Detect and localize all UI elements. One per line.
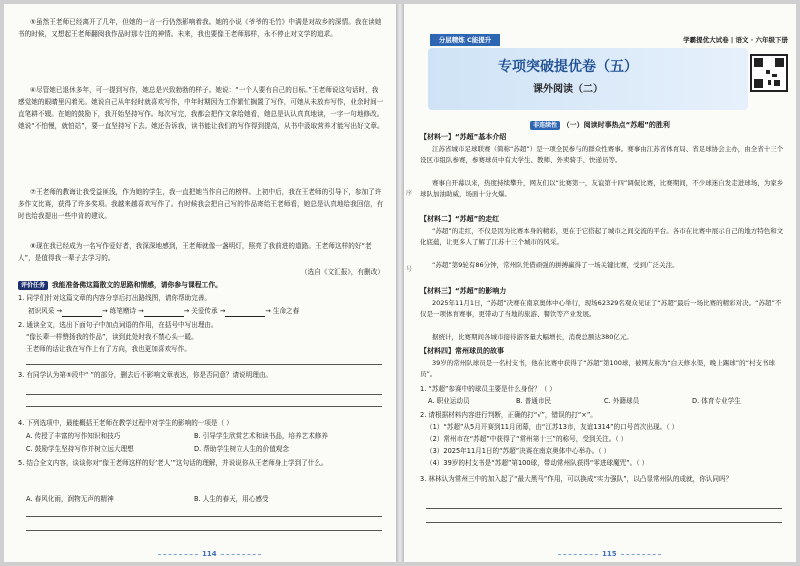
rq1-option-a[interactable]: A. 职业运动员 xyxy=(428,397,470,405)
material-1-para-2: 赛事自开幕以来，热度持续攀升，网友们以“比赛第一，友谊第十四”调侃比赛，比赛期间，不少球迷自发走进球场，为家乡球队加油助威，场面十分火爆。 xyxy=(420,179,784,199)
banner-title: 专项突破提优卷（五） xyxy=(498,59,638,75)
rq2-item[interactable]: （1）“苏超”从5月开赛到11月闭幕，由“江苏13市，友谊1314”的口号首次出现。（ ） xyxy=(426,423,679,431)
material-1-para-1: 江苏省城市足球联赛（简称“苏超”）是一项全民参与的群众性赛事。赛事由江苏省体育局、省足球协会主办，由全省十三个设区市组队参赛，参赛球员中有大学生、教师、外卖骑手、快递员等。 xyxy=(420,145,784,165)
margin-mark: 序 xyxy=(406,190,413,197)
title-banner xyxy=(428,48,748,110)
chain-step-1: 初识风采 xyxy=(28,307,55,315)
rq2-item[interactable]: （3）2025年11月1日的“苏超”决赛在南京奥体中心举办。（ ） xyxy=(426,447,611,455)
question-5: 5. 结合全文内容，谈谈你对“像王老师这样的好‘老人’”这句话的理解，并说说你从王老师身上学到了什么。 xyxy=(18,459,328,467)
rq1-option-b[interactable]: B. 普通市民 xyxy=(516,397,552,405)
right-page xyxy=(404,4,796,562)
answer-line[interactable] xyxy=(26,394,382,395)
section-title xyxy=(404,120,796,130)
header-series: 学霸提优大试卷 | 语文 · 六年级下册 xyxy=(683,36,788,44)
material-4-para-1: 39岁的常州队球员是一名村支书，他在比赛中获得了“苏超”第100球，被网友称为“白天修水渠，晚上踢球”的“村支书球员”。 xyxy=(420,359,776,379)
material-2-para-1: “苏超”的走红，不仅是因为比赛本身的精彩，更在于它搭起了城市之间交流的平台。各市在比赛中展示自己的地方特色和文化底蕴，让更多人了解了江苏十三个城市的风采。 xyxy=(420,227,784,247)
question-2: 2. 通读全文，选出下面句子中加点词语的作用，在括号中写出理由。 xyxy=(18,321,218,329)
question-1: 1. 同学们针对这篇文章的内容分享后打出路线图，请你帮助完善。 xyxy=(18,294,212,302)
rq1-option-d[interactable]: D. 体育专业学生 xyxy=(692,397,741,405)
chain-blank-1[interactable] xyxy=(62,308,102,317)
paragraph-5: ⑤虽然王老师已经离开了几年，但她的一言一行仍然影响着我。她的小说《爷爷的毛竹》中满是对故乡的深情。我在读她书的时候，又想起王老师翻阅我作品时那专注的神情。未来，我也要像王老师那样，永不停止对文学的追求。 xyxy=(18,18,382,38)
page-number-left: 114 xyxy=(154,550,265,558)
source-note: （选自《文汇报》，有删改） xyxy=(300,268,384,276)
rq2-item[interactable]: （2）常州市在“苏超”中获得了“常州第十三”的称号，受到关注。（ ） xyxy=(426,435,628,443)
chain-step-4: 生命之春 xyxy=(272,307,300,315)
task-title: 我能准备佛这篇散文的思路和情感，请你参与课程工作。 xyxy=(52,281,222,289)
q4-option-a[interactable]: A. 传授了丰富的写作知识和技巧 xyxy=(26,432,121,440)
material-3-para-2: 据统计，比赛期间各城市接待游客量大幅增长，消费总额达380亿元。 xyxy=(432,333,633,341)
chain-step-2: 练笔赠诗 xyxy=(109,307,136,315)
material-2-heading: 【材料二】“苏超”的走红 xyxy=(420,215,500,223)
left-page xyxy=(4,4,396,562)
paragraph-6: ⑥尽管她已退休多年，可一提到写作，她总是兴致勃勃的样子。她说：“一个人要有自己的目标。”王老师说这句话时，我感觉她的眼睛里闪着光。她说自己从年轻时就喜欢写作，中年时期因为工作繁忙搁置了写作，可她从未放弃写作，业余时间一直笔耕不辍。在她的鼓励下，我开始坚持写作。每次写完，我都会把作文拿给她看，她总是认认真真地读，一字一句地修改。她说“不怕慢，就怕站”，要一直坚持写下去。她还告诉我，读书能让我们的写作得到提高，从书中汲取营养才能写出好文章。 xyxy=(18,86,384,130)
answer-line[interactable] xyxy=(26,516,382,517)
material-2-para-2: “苏超”第9轮有86分钟，常州队凭借顽强的拼搏赢得了一场关键比赛，受到广泛关注。 xyxy=(432,261,679,269)
question-4: 4. 下列选项中，最能概括王老师在教学过程中对学生的影响的一项是（ ） xyxy=(18,419,233,427)
chain-blank-2[interactable] xyxy=(144,308,184,317)
margin-mark: 号 xyxy=(406,266,413,273)
question-2a: “像长辈一样赞扬我的作品”，读到此处时我不禁心头一暖。 xyxy=(26,333,198,341)
chain-step-3: 关爱传承 xyxy=(191,307,218,315)
question-2b: 王老师的话让我在写作上有了方向，我也更加喜欢写作。 xyxy=(26,345,191,353)
page-number-right: 115 xyxy=(554,550,665,558)
task-tag: 评价任务 xyxy=(18,281,48,290)
q5-option-b[interactable]: B. 人生的春天，用心感受 xyxy=(194,495,269,503)
route-chain: 初识风采 → → 练笔赠诗 → → 关爱传承 → → 生命之春 xyxy=(28,307,300,315)
answer-line[interactable] xyxy=(26,364,382,365)
section-tag: 非连续性 xyxy=(530,121,560,130)
rq1-option-c[interactable]: C. 外籍球员 xyxy=(604,397,640,405)
qr-code-icon[interactable] xyxy=(750,54,788,92)
task-heading xyxy=(18,280,384,291)
paragraph-8: ⑧现在我已经成为一名写作爱好者，我深深地感到，王老师就像一盏明灯，照亮了我前进的道路。王老师这样的好“老人”，是值得我一辈子去学习的。 xyxy=(18,242,372,262)
right-question-2: 2. 请根据材料内容进行判断，正确的打“√”，错误的打“×”。 xyxy=(420,411,597,419)
header-tag: 分层精炼 C能提升 xyxy=(430,34,500,46)
right-question-1: 1. “苏超”参赛中的球员主要是什么身份？（ ） xyxy=(420,385,557,393)
answer-line[interactable] xyxy=(426,522,782,523)
book-gutter xyxy=(396,4,404,562)
banner-subtitle: 课外阅读（二） xyxy=(533,84,603,95)
material-1-heading: 【材料一】“苏超”基本介绍 xyxy=(420,133,507,141)
material-3-para-1: 2025年11月1日，“苏超”决赛在南京奥体中心举行，现场62329名观众见证了“苏超”最后一场比赛的精彩对决。“苏超”不仅是一项体育赛事，更带动了当地的旅游、餐饮等产业发展。 xyxy=(420,299,782,319)
q4-option-c[interactable]: C. 鼓励学生坚持写作并树立远大理想 xyxy=(26,445,134,453)
q4-option-d[interactable]: D. 帮助学生树立人生的价值观念 xyxy=(194,445,289,453)
rq2-item[interactable]: （4）39岁的村支书是“苏超”第100球，带动常州队获得“零进球魔咒”。（ ） xyxy=(426,459,649,467)
answer-line[interactable] xyxy=(26,530,382,531)
material-3-heading: 【材料三】“苏超”的影响力 xyxy=(420,287,507,295)
section-title-text: （一）阅读时事热点“苏超”的胜利 xyxy=(562,121,670,129)
paragraph-7: ⑦王老师的教诲让我受益匪浅，作为她的学生，我一直把她当作自己的榜样。上初中后，我在王老师的引导下，参加了许多作文比赛，获得了许多奖项。我越来越喜欢写作了。有时候我会把自己写的作品寄给王老师看，她总是认真地给我回信，有时也给我提出一些中肯的建议。 xyxy=(18,188,384,220)
material-4-heading: 【材料四】常州球员的故事 xyxy=(420,347,504,355)
q5-option-a[interactable]: A. 春风化雨，润物无声的精神 xyxy=(26,495,114,503)
answer-line[interactable] xyxy=(426,508,782,509)
right-question-3: 3. 林林认为常州三中的加入起了“最大黑马”作用，可以换成“实力强队”，以凸显常州队的成就，你认同吗？ xyxy=(420,475,733,483)
q4-option-b[interactable]: B. 引导学生欣赏艺术和读书品，培养艺术修养 xyxy=(194,432,328,440)
question-3: 3. 有同学认为第⑤段中“ ”的部分，删去后不影响文章表达，你是否同意？请说明理由。 xyxy=(18,371,273,379)
answer-line[interactable] xyxy=(26,406,382,407)
chain-blank-3[interactable] xyxy=(225,308,265,317)
